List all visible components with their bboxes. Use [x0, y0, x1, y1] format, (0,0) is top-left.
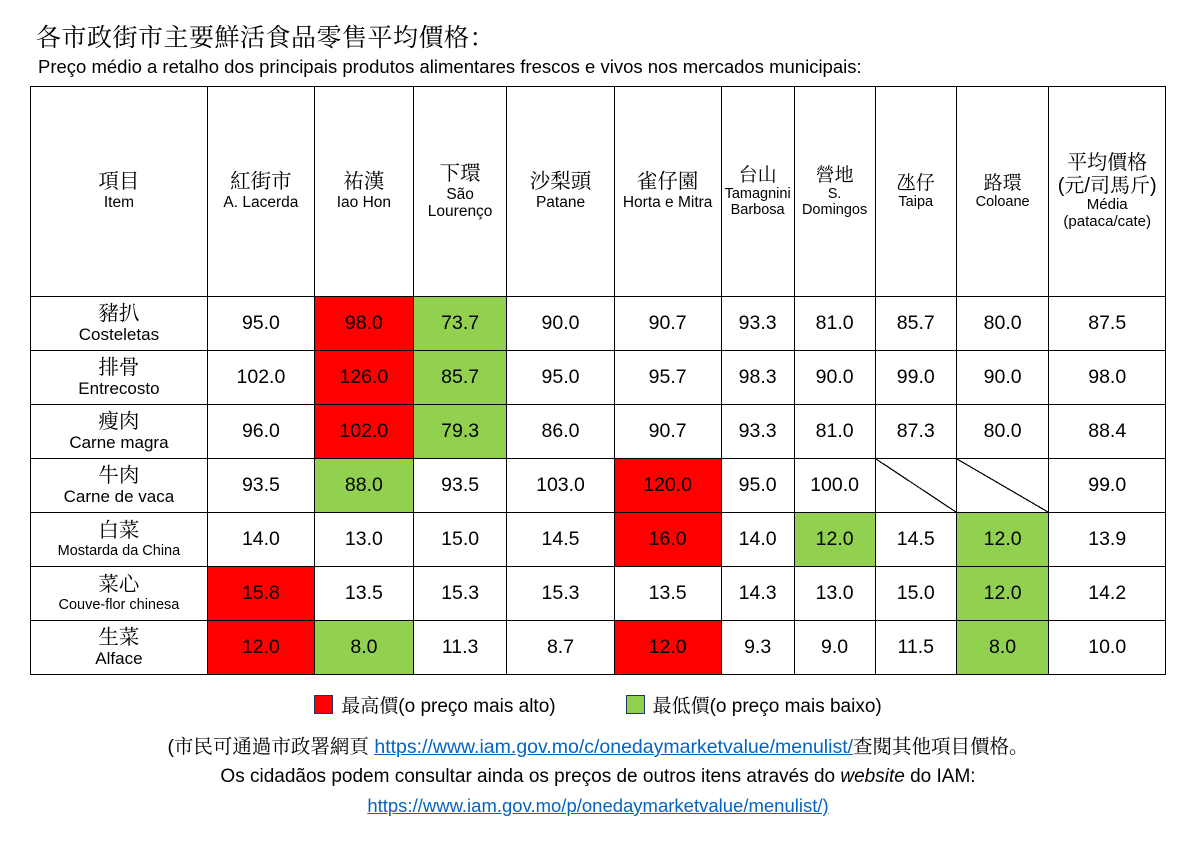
price-cell: 8.7	[507, 621, 614, 675]
header-zh: 雀仔園	[636, 170, 699, 194]
price-cell-lowest: 85.7	[413, 351, 507, 405]
table-body	[31, 297, 1166, 675]
item-pt: Mostarda da China	[57, 542, 181, 559]
price-cell: 81.0	[794, 297, 875, 351]
header-zh: 項目	[98, 170, 140, 194]
header-zh: 路環	[983, 172, 1022, 194]
price-cell-average: 88.4	[1049, 405, 1166, 459]
header-row	[31, 87, 1166, 297]
item-zh: 瘦肉	[98, 409, 140, 433]
price-cell-lowest: 12.0	[794, 513, 875, 567]
price-cell: 13.0	[314, 513, 413, 567]
price-cell: 80.0	[956, 405, 1049, 459]
price-cell-average: 10.0	[1049, 621, 1166, 675]
price-cell: 9.3	[721, 621, 794, 675]
price-cell-empty	[956, 459, 1049, 513]
table-row	[31, 567, 1166, 621]
price-cell: 11.5	[875, 621, 956, 675]
header-pt: Taipa	[898, 194, 934, 211]
item-pt: Couve-flor chinesa	[58, 596, 180, 613]
header-cell-a-lacerda	[207, 87, 314, 297]
item-zh: 白菜	[98, 518, 140, 542]
page-title-zh: 各市政街市主要鮮活食品零售平均價格：	[36, 24, 496, 52]
item-pt: Carne de vaca	[63, 487, 175, 507]
table-header	[31, 87, 1166, 297]
header-pt: Item	[103, 194, 134, 212]
row-item-mostarda-da-china	[31, 513, 208, 567]
price-cell: 15.0	[875, 567, 956, 621]
price-cell: 14.0	[721, 513, 794, 567]
price-cell: 99.0	[875, 351, 956, 405]
price-cell-highest: 120.0	[614, 459, 721, 513]
price-cell: 93.5	[413, 459, 507, 513]
price-cell-highest: 16.0	[614, 513, 721, 567]
header-zh: 祐漢	[343, 170, 385, 194]
header-cell-iao-hon	[314, 87, 413, 297]
header-pt: Patane	[535, 194, 586, 212]
price-cell-highest: 102.0	[314, 405, 413, 459]
header-zh: 下環	[439, 161, 481, 185]
row-item-carne-magra	[31, 405, 208, 459]
header-cell-taipa	[875, 87, 956, 297]
header-zh: 營地	[815, 164, 854, 186]
legend-item-highest	[314, 691, 555, 718]
price-cell: 100.0	[794, 459, 875, 513]
note-pt-before: Os cidadãos podem consultar ainda os preços de outros itens através do	[220, 766, 841, 788]
note-line-pt-link	[30, 792, 1166, 821]
price-cell: 90.0	[956, 351, 1049, 405]
row-item-carne-de-vaca	[31, 459, 208, 513]
price-cell: 86.0	[507, 405, 614, 459]
item-pt: Carne magra	[69, 433, 169, 453]
row-item-couve-flor-chinesa	[31, 567, 208, 621]
price-cell-lowest: 12.0	[956, 567, 1049, 621]
header-cell-coloane	[956, 87, 1049, 297]
legend-swatch-green-icon	[626, 695, 645, 714]
table-row	[31, 513, 1166, 567]
price-cell: 13.0	[794, 567, 875, 621]
row-item-costeletas	[31, 297, 208, 351]
row-item-alface	[31, 621, 208, 675]
header-pt: Iao Hon	[336, 194, 392, 212]
price-cell: 13.5	[614, 567, 721, 621]
price-cell-average: 13.9	[1049, 513, 1166, 567]
price-cell-lowest: 12.0	[956, 513, 1049, 567]
price-cell-highest: 12.0	[614, 621, 721, 675]
header-pt: S. Domingos	[801, 185, 868, 219]
price-cell: 93.3	[721, 297, 794, 351]
price-cell: 96.0	[207, 405, 314, 459]
item-pt: Alface	[95, 649, 143, 669]
header-zh: 氹仔	[896, 172, 935, 194]
note-line-zh	[30, 732, 1166, 762]
price-cell: 95.7	[614, 351, 721, 405]
price-cell: 98.3	[721, 351, 794, 405]
price-cell-lowest: 8.0	[956, 621, 1049, 675]
price-cell-lowest: 88.0	[314, 459, 413, 513]
price-cell: 90.0	[794, 351, 875, 405]
price-cell-highest: 126.0	[314, 351, 413, 405]
price-cell: 95.0	[721, 459, 794, 513]
item-pt: Costeletas	[78, 325, 160, 345]
price-cell: 15.3	[413, 567, 507, 621]
price-cell: 9.0	[794, 621, 875, 675]
iam-link-zh[interactable]: https://www.iam.gov.mo/c/onedaymarketvalue/menulist/	[374, 736, 854, 758]
header-pt: A. Lacerda	[223, 194, 299, 212]
price-cell: 87.3	[875, 405, 956, 459]
price-cell: 90.7	[614, 405, 721, 459]
price-cell: 80.0	[956, 297, 1049, 351]
item-zh: 豬扒	[98, 301, 140, 325]
table-row	[31, 621, 1166, 675]
note-line-pt	[30, 762, 1166, 791]
note-zh-prefix: (市民可通過市政署網頁	[167, 736, 375, 758]
price-cell: 14.0	[207, 513, 314, 567]
item-pt: Entrecosto	[78, 379, 160, 399]
price-cell: 85.7	[875, 297, 956, 351]
price-cell: 81.0	[794, 405, 875, 459]
price-cell: 14.5	[507, 513, 614, 567]
legend	[30, 691, 1166, 718]
header-zh: 平均價格 (元/司馬斤)	[1057, 152, 1157, 197]
header-zh: 台山	[738, 164, 777, 186]
price-table	[30, 86, 1166, 675]
price-cell-average: 87.5	[1049, 297, 1166, 351]
price-cell: 95.0	[507, 351, 614, 405]
note-zh-suffix: 查閱其他項目價格。	[853, 736, 1029, 758]
price-cell-average: 98.0	[1049, 351, 1166, 405]
footer-notes	[30, 732, 1166, 820]
table-row	[31, 351, 1166, 405]
price-cell-highest: 15.8	[207, 567, 314, 621]
header-zh: 紅街市	[230, 170, 292, 194]
price-cell: 14.3	[721, 567, 794, 621]
page-title-pt: Preço médio a retalho dos principais produtos alimentares frescos e vivos nos mercados municipais:	[38, 56, 862, 77]
price-cell: 15.3	[507, 567, 614, 621]
header-pt: Média (pataca/cate)	[1063, 196, 1151, 230]
header-cell-tamagnini-barbosa	[721, 87, 794, 297]
price-cell-highest: 12.0	[207, 621, 314, 675]
price-cell: 93.5	[207, 459, 314, 513]
price-cell: 102.0	[207, 351, 314, 405]
legend-label: 最低價(o preço mais baixo)	[652, 696, 882, 717]
table-row	[31, 297, 1166, 351]
item-zh: 排骨	[98, 355, 140, 379]
item-zh: 菜心	[98, 572, 140, 596]
header-pt: Coloane	[975, 194, 1030, 211]
header-pt: Horta e Mitra	[622, 194, 713, 212]
price-cell-lowest: 8.0	[314, 621, 413, 675]
price-cell: 90.7	[614, 297, 721, 351]
header-pt: Tamagnini Barbosa	[724, 185, 791, 219]
item-zh: 生菜	[98, 625, 140, 649]
price-cell: 93.3	[721, 405, 794, 459]
price-cell: 95.0	[207, 297, 314, 351]
header-cell-s-domingos	[794, 87, 875, 297]
legend-item-lowest	[626, 691, 882, 718]
note-pt-italic: website	[840, 766, 905, 788]
price-cell-highest: 98.0	[314, 297, 413, 351]
price-cell-empty	[875, 459, 956, 513]
price-cell: 15.0	[413, 513, 507, 567]
legend-label: 最高價(o preço mais alto)	[341, 696, 556, 717]
row-item-entrecosto	[31, 351, 208, 405]
iam-link-pt[interactable]: https://www.iam.gov.mo/p/onedaymarketvalue/menulist/)	[367, 794, 829, 816]
header-zh: 沙梨頭	[529, 170, 592, 194]
legend-swatch-red-icon	[314, 695, 333, 714]
header-cell-average	[1049, 87, 1166, 297]
header-pt: São Lourenço	[427, 185, 493, 220]
price-cell-average: 99.0	[1049, 459, 1166, 513]
price-cell-average: 14.2	[1049, 567, 1166, 621]
item-zh: 牛肉	[98, 463, 140, 487]
table-row	[31, 459, 1166, 513]
price-cell: 11.3	[413, 621, 507, 675]
header-cell-horta-e-mitra	[614, 87, 721, 297]
note-pt-after: do IAM:	[904, 766, 976, 788]
price-cell-lowest: 79.3	[413, 405, 507, 459]
price-cell: 14.5	[875, 513, 956, 567]
price-cell: 13.5	[314, 567, 413, 621]
header-cell-patane	[507, 87, 614, 297]
price-cell-lowest: 73.7	[413, 297, 507, 351]
header-cell-item	[31, 87, 208, 297]
price-cell: 103.0	[507, 459, 614, 513]
header-cell-sao-lourenco	[413, 87, 507, 297]
table-row	[31, 405, 1166, 459]
price-cell: 90.0	[507, 297, 614, 351]
